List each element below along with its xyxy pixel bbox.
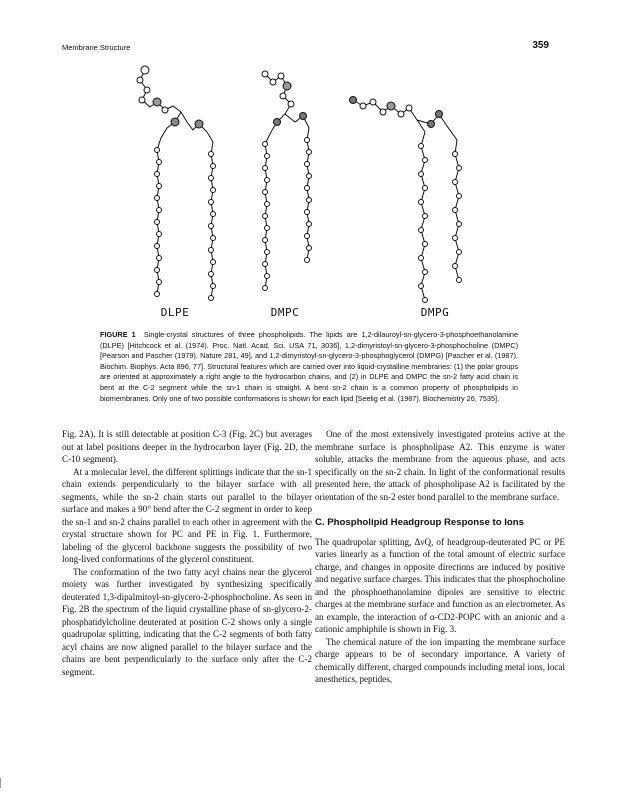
section-heading: C. Phospholipid Headgroup Response to Ions [315,517,524,528]
label-dmpg: DMPG [420,306,450,317]
right-paragraph-3: The chemical nature of the ion imparting the membrane surface charge appears to be of secondary importance. A variety of chemically different, charged compounds including metal ions, local anesthetics, peptides, [315,636,565,684]
dmpc-structure [262,71,312,291]
left-paragraph-3: The conformation of the two fatty acyl chains near the glycerol moiety was further investigated by synthesizing specifically deuterated 1,3-dipalmitoyl-sn-glycero-2-phosphocholine. As seen in Fig. 2B the spectrum of the liquid crystalline phase of sn-glycero-2-phosphatidylcholine deuterated at position C-2 shows only a single quadrupolar splitting, indicating that the C-2 segments of both fatty acyl chains are now aligned parallel to the bilayer surface and the chains are bent perpendicularly to the surface only after the C-2 segment. [62,566,312,677]
dmpg-structure [350,97,462,303]
caption-label: FIGURE 1 [100,330,136,339]
left-paragraph-2: At a molecular level, the different splittings indicate that the sn-1 chain extends perpendicularly to the bilayer surface with all segments, while the sn-2 chain starts out parallel to the bilayer surface and makes a 90° bend after the C-2 segment in order to keep the sn-1 and sn-2 chains parallel to each other in agreement with the crystal structure shown for PC and PE in Fig. 1. Furthermore, labeling of the glycerol backbone suggests the possibility of two long-lived conformations of the glycerol constituent. [62,466,312,564]
right-paragraph-1: One of the most extensively investigated proteins active at the membrane surface is phospholipase A2. This enzyme is water soluble, attacks the membrane from the aqueous phase, and acts specifically on the sn-2 chain. In light of the conformational results presented here, the attack of phospholipase A2 is facilitated by the orientation of the sn-2 ester bond parallel to the membrane surface. [315,429,565,502]
label-dlpe: DLPE [160,306,190,317]
crop-mark [0,778,4,788]
left-paragraph-1: Fig. 2A). It is still detectable at position C-3 (Fig. 2C) but averages out at label positions deeper in the hydrocarbon layer (Fig. 2D, the C-10 segment). [62,429,312,464]
right-column [315,428,565,686]
right-paragraph-2: The quadrupolar splitting, ΔνQ, of headgroup-deuterated PC or PE varies linearly as a function of the total amount of electric surface charge, and changes in opposite directions are induced by positive and negative surface charges. This indicates that the phosphocholine and the phosphoethanolamine dipoles are sensitive to electric charges at the membrane surface and function as an electrometer. As an example, the interaction of α-CD2-POPC with an anionic and a cationic amphiphile is shown in Fig. 3. [315,536,565,634]
phospholipid-structures-figure [95,62,525,317]
caption-text: Single-crystal structures of three phospholipids. The lipids are 1,2-dilauroyl-sn-glycero-3-phosphoethanolamine (DLPE) [Hitchcock et al. (1974). Proc. Natl. Acad. Sci. USA 71, 3036], 1,2-dimyristoyl-sn-glycero-3-phosphocholine (DMPC) [Pearson and Pascher (1979). Nature 281, 49], and 1,2-dimyristoyl-sn-glycero-3-phosphoglycerol (DMPG) [Pascher et al. (1987). Biochim. Biophys. Acta 896, 77]. Structural features which are carried over into liquid-crystalline membranes: (1) the polar groups are oriented at approximately a right angle to the hydrocarbon chains, and (2) in DLPE and DMPC the sn-2 fatty acid chain is bent at the C-2 segment while the sn-1 chain is straight. A bent sn-2 chain is a common property of phospholipids in biomembranes. Only one of two possible conformations is shown for each lipid [Seelig et al. (1987). Biochemistry 26, 7535]. [100,330,518,403]
figure-caption [100,330,518,404]
running-head: Membrane Structure [62,43,131,52]
label-dmpc: DMPC [270,306,300,317]
dlpe-structure [137,66,216,301]
left-column [62,428,312,678]
page-number: 359 [532,40,549,51]
